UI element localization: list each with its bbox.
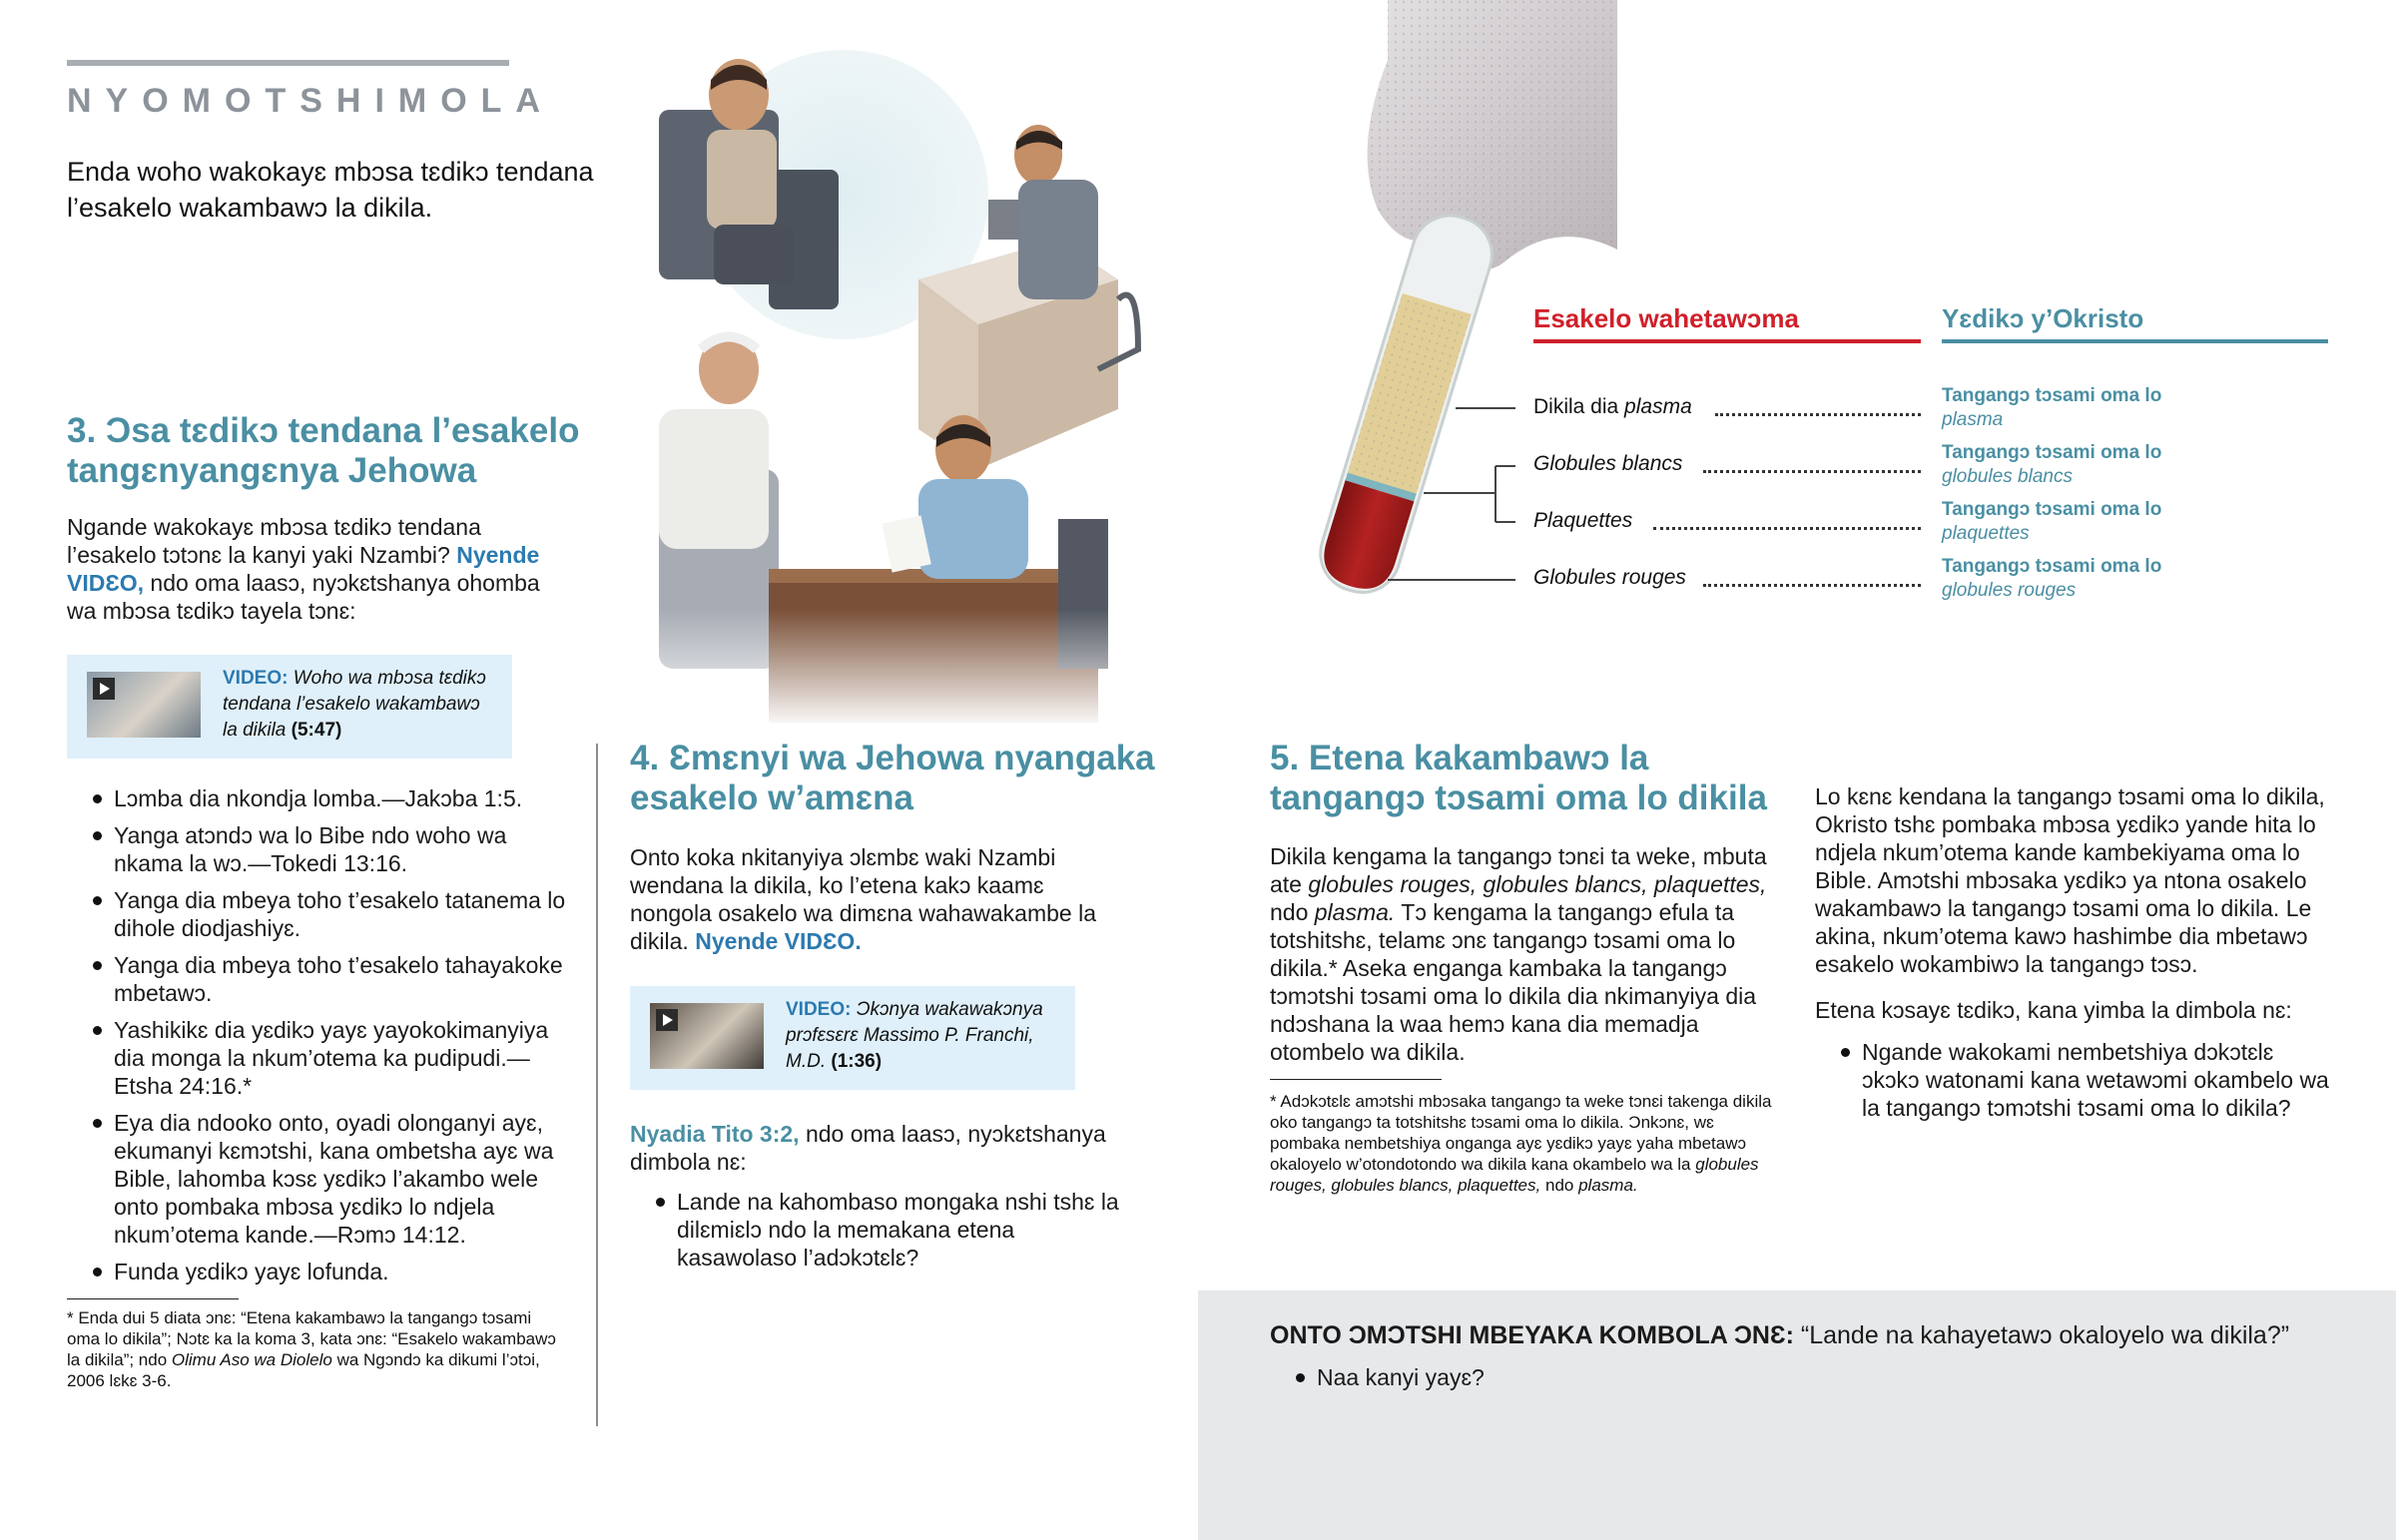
answer-prefix: Tangangɔ tɔsami oma lo <box>1942 385 2162 406</box>
section-5-footnote <box>1270 1091 1779 1196</box>
answer-plaquettes <box>1942 498 2171 546</box>
question-line <box>1270 1319 2368 1351</box>
video-duration: (5:47) <box>291 720 342 741</box>
footnote-text-end: wa Ngɔndɔ ka dikumi l’ɔtɔi, 2006 lɛkɛ 3-6. <box>67 1350 540 1390</box>
watch-video-link[interactable]: Nyende VIDƐO. <box>695 928 862 954</box>
video-duration: (1:36) <box>831 1051 883 1072</box>
diagram-leader-lines <box>1388 389 1547 589</box>
row-label-term: plasma <box>1624 395 1692 418</box>
list-item: Yanga atɔndɔ wa lo Bibe ndo woho wa nkama la wɔ.—Tokedi 13:16. <box>67 821 566 877</box>
answer-term: plasma <box>1942 409 2004 430</box>
section-4-heading: 4. Ɛmɛnyi wa Jehowa nyangaka esakelo w’amɛna <box>630 739 1155 817</box>
section-3-paragraph-end: ndo oma laasɔ, nyɔkɛtshanya ohomba wa mbɔsa tɛdikɔ tayela tɔnɛ: <box>67 570 540 624</box>
chart-header-left-rule <box>1533 339 1921 343</box>
answer-prefix: Tangangɔ tɔsami oma lo <box>1942 499 2162 520</box>
section-4-paragraph <box>630 843 1109 955</box>
paragraph-text: ndo <box>1270 899 1309 925</box>
footnote-components: globules rouges, globules blancs, plaquettes, <box>1270 1155 1759 1195</box>
footnote-text: * Enda dui 5 diata ɔnɛ: “Etena kakambawɔ la tangangɔ tɔsami oma lo dikila”; Nɔtɛ ka la koma 3, kata ɔnɛ: “Esakelo wakambawɔ la dikila”; ndo <box>67 1308 556 1369</box>
answer-prefix: Tangangɔ tɔsami oma lo <box>1942 556 2162 577</box>
row-label-term: Globules rouges <box>1533 566 1686 589</box>
section-4-bullet-list <box>630 1188 1129 1281</box>
footnote-text: ndo <box>1544 1176 1574 1195</box>
paragraph-text: Dikila kengama la tangangɔ tɔnɛi ta weke, mbuta ate <box>1270 843 1767 897</box>
scripture-link[interactable]: Nyadia Tito 3:2, <box>630 1121 800 1147</box>
section-5-paragraph-2: Lo kɛnɛ kendana la tangangɔ tɔsami oma lo dikila, Okristo tshɛ pombaka mbɔsa yɛdikɔ yande hita lo ndjela nkum’otema kande kambekiyama oma lo Bible. Amɔtshi mbɔsaka yɛdikɔ ya ntona osakelo wakambawɔ la tangangɔ tɔsami oma lo dikila. Le akina, nkum’otema kawɔ hashimbe dia mbetawɔ esakelo wokambiwɔ la tangangɔ tɔsɔ. <box>1815 783 2325 977</box>
list-item: Yanga dia mbeya toho t’esakelo tahayakoke mbetawɔ. <box>67 951 566 1007</box>
list-item: Ngande wakokami nembetshiya dɔkɔtɛlɛ ɔkɔkɔ watonami kana wetawɔmi okambelo wa la tangangɔ tɔmɔtshi tɔsami oma lo dikila? <box>1815 1038 2334 1122</box>
row-label-plaquettes <box>1533 509 1632 533</box>
answer-prefix: Tangangɔ tɔsami oma lo <box>1942 442 2162 463</box>
question-bullet-list <box>1270 1363 1869 1400</box>
leader-dots <box>1703 470 1921 473</box>
section-5-paragraph-3: Etena kɔsayɛ tɛdikɔ, kana yimba la dimbola nɛ: <box>1815 997 2292 1023</box>
play-icon[interactable] <box>656 1009 678 1031</box>
illustration-consultation <box>619 50 1148 729</box>
list-item: Yanga dia mbeya toho t’esakelo tatanema lo dihole diodjashiyɛ. <box>67 886 566 942</box>
answer-globules-rouges <box>1942 555 2171 603</box>
list-item: Naa kanyi yayɛ? <box>1270 1363 1869 1391</box>
row-label-term: Globules blancs <box>1533 452 1683 475</box>
video-label: VIDEO: <box>223 668 289 689</box>
paragraph-text: Tɔ kengama la tangangɔ efula ta totshitshɛ, telamɛ ɔnɛ tangangɔ tɔsami oma lo dikila.* Aseka enganga kambaka la tangangɔ tɔmɔtshi tɔsami oma lo dikila dia nkimanyiya dia ndɔshana la waa hemɔ kana dia memadja otombelo wa dikila. <box>1270 899 1757 1065</box>
answer-plasma <box>1942 384 2171 432</box>
section-5-paragraph-1 <box>1270 842 1779 1066</box>
verse-prompt-text: ndo oma laasɔ, nyɔkɛtshanya dimbola nɛ: <box>630 1121 1106 1175</box>
section-5-heading: 5. Etena kakambawɔ la tangangɔ tɔsami oma lo dikila <box>1270 739 1767 817</box>
list-item: Eya dia ndooko onto, oyadi olonganyi ayɛ, ekumanyi kɛmɔtshi, kana ombetsha ayɛ wa Bible, lahomba kɔsɛ yɛdikɔ l’akambo wele onto pombaka mbɔsa yɛdikɔ lo ndjela nkum’otema kande.—Rɔmɔ 14:12. <box>67 1109 566 1249</box>
chart-header-right-rule <box>1942 339 2328 343</box>
chart-header-left: Esakelo wahetawɔma <box>1533 303 1799 333</box>
answer-term: globules rouges <box>1942 580 2077 601</box>
video-label: VIDEO: <box>786 999 852 1020</box>
list-item: Lɔmba dia nkondja lomba.—Jakɔba 1:5. <box>67 784 566 812</box>
footnote-publication: Olimu Aso wa Diolelo <box>171 1350 332 1369</box>
footnote-plasma: plasma. <box>1578 1176 1638 1195</box>
section-3-paragraph <box>67 513 566 625</box>
blood-components: globules rouges, globules blancs, plaquettes, <box>1308 871 1767 897</box>
video-title: Ɔkɔnya wakawakɔnya prɔfɛsɛrɛ Massimo P. Franchi, M.D. <box>786 999 1043 1072</box>
section-3-heading: 3. Ɔsa tɛdikɔ tendana l’esakelo tangɛnyangɛnya Jehowa <box>67 411 580 490</box>
leader-dots <box>1653 527 1921 530</box>
video-thumbnail[interactable] <box>650 1003 764 1069</box>
watch-video-link[interactable]: Nyende VIDƐO, <box>67 542 540 596</box>
section-3-footnote <box>67 1307 558 1391</box>
footnote-text: * Adɔkɔtɛlɛ amɔtshi mbɔsaka tangangɔ ta weke tɔnɛi takenga dikila oko tangangɔ ta totshitshɛ tɔsami oma lo dikila. Ɔnkɔnɛ, wɛ pombaka nembetshiya onganga ayɛ yɛdikɔ yayɛ yaha mbetawɔ okaloyelo w’otondotondo wa dikila kana okambelo wa la <box>1270 1092 1772 1174</box>
row-label-term: Plaquettes <box>1533 509 1633 532</box>
intro-text: Enda woho wakokayɛ mbɔsa tɛdikɔ tendana l’esakelo wakambawɔ la dikila. <box>67 157 594 223</box>
question-text: “Lande na kahayetawɔ okaloyelo wa dikila?” <box>1800 1321 2290 1349</box>
video-thumbnail[interactable] <box>87 672 201 738</box>
answer-term: plaquettes <box>1942 523 2030 544</box>
video-caption[interactable] <box>786 997 1065 1075</box>
video-card-section-4[interactable] <box>630 986 1075 1090</box>
footnote-rule <box>67 1298 239 1299</box>
section-4-verse-prompt <box>630 1120 1129 1176</box>
question-lead: ONTO ƆMƆTSHI MBEYAKA KOMBOLA ƆNƐ: <box>1270 1321 1794 1349</box>
video-title: Woho wa mbɔsa tɛdikɔ tendana l’esakelo wakambawɔ la dikila <box>223 668 486 741</box>
leader-dots <box>1715 413 1921 416</box>
footnote-rule <box>1270 1079 1442 1080</box>
play-icon[interactable] <box>93 678 115 700</box>
row-label-plasma <box>1533 395 1692 419</box>
video-card-section-3[interactable] <box>67 655 512 759</box>
leader-dots <box>1703 584 1921 587</box>
row-label-globules-blancs <box>1533 452 1682 476</box>
section-label: NYOMOTSHIMOLA <box>67 82 554 120</box>
row-label-prefix: Dikila dia <box>1533 395 1619 418</box>
row-label-globules-rouges <box>1533 566 1686 590</box>
blood-component-plasma: plasma. <box>1314 899 1396 925</box>
list-item: Funda yɛdikɔ yayɛ lofunda. <box>67 1258 566 1285</box>
section-3-paragraph-text: Ngande wakokayɛ mbɔsa tɛdikɔ tendana l’esakelo tɔtɔnɛ la kanyi yaki Nzambi? <box>67 514 481 568</box>
section-3-bullet-list <box>67 784 566 1294</box>
list-item: Lande na kahombaso mongaka nshi tshɛ la dilɛmiɛlɔ ndo la memakana etena kasawolaso l’adɔkɔtɛlɛ? <box>630 1188 1129 1272</box>
video-caption[interactable] <box>223 666 492 744</box>
answer-term: globules blancs <box>1942 466 2073 487</box>
chart-header-right: Yɛdikɔ y’Okristo <box>1942 303 2144 333</box>
column-divider <box>596 744 598 1426</box>
section-5-bullet-list <box>1815 1038 2334 1131</box>
answer-globules-blancs <box>1942 441 2171 489</box>
section-4-paragraph-text: Onto koka nkitanyiya ɔlɛmbɛ waki Nzambi wendana la dikila, ko l’etena kakɔ kaamɛ nongola osakelo wa dimɛna wahawakambe la dikila. <box>630 844 1096 954</box>
list-item: Yashikikɛ dia yɛdikɔ yayɛ yayokokimanyiya dia monga la nkum’otema ka pudipudi.—Etsha 24:16.* <box>67 1016 566 1100</box>
section-rule <box>67 60 509 66</box>
